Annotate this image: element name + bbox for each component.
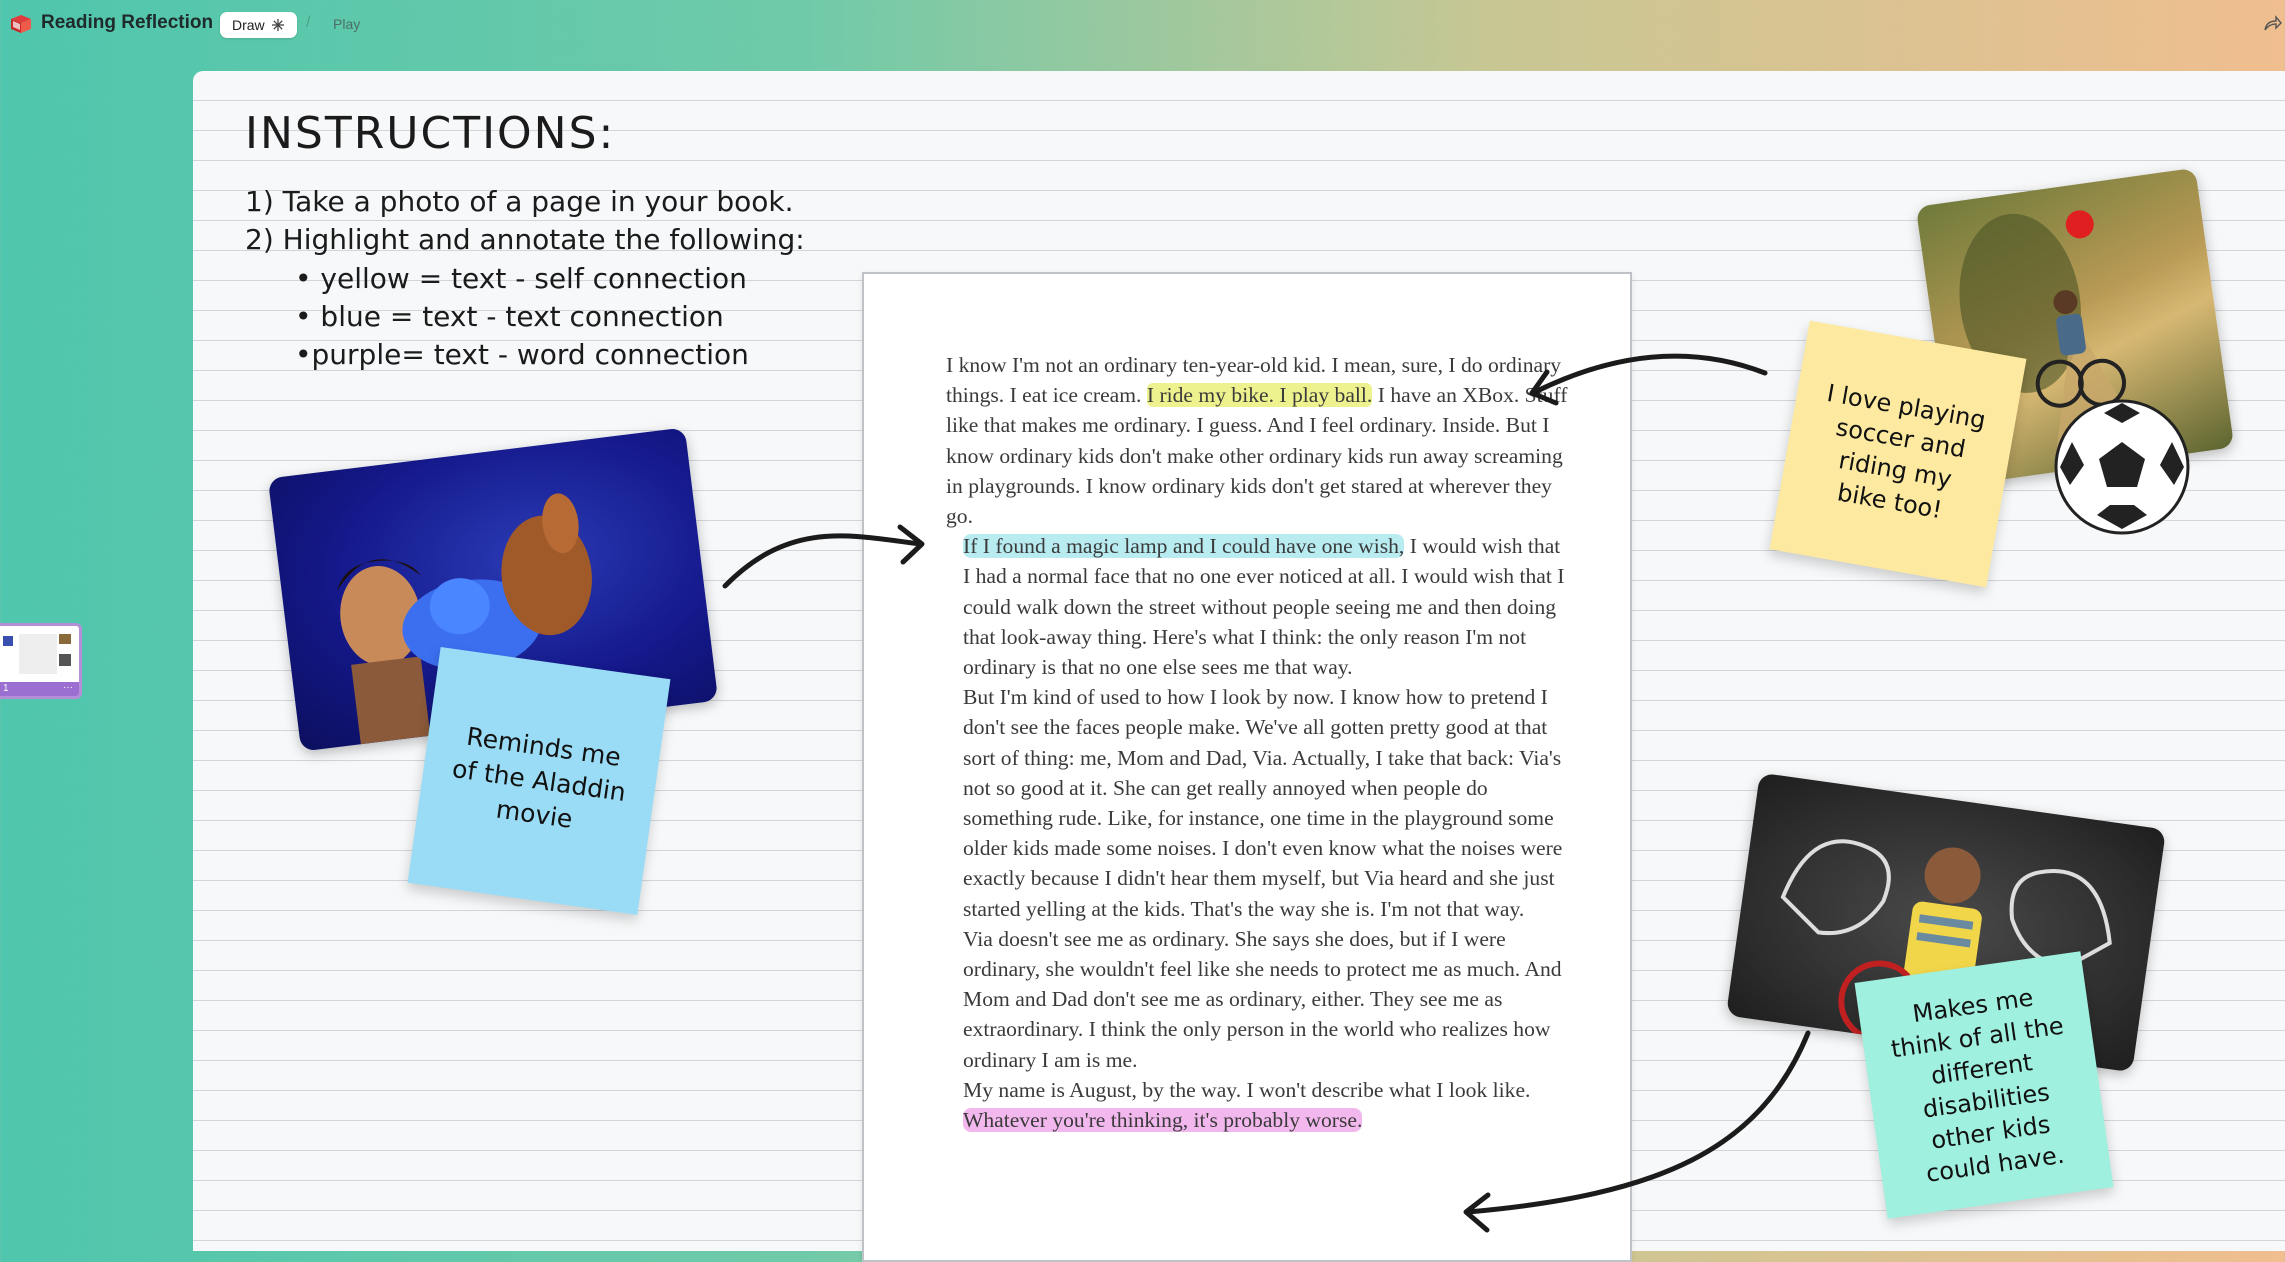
book-page-photo[interactable] <box>862 272 1632 1262</box>
purple-highlight[interactable]: Whatever you're thinking, it's probably worse. <box>963 1108 1363 1133</box>
instruction-purple: •purple= text - word connection <box>295 338 749 371</box>
instruction-blue: • blue = text - text connection <box>295 300 724 333</box>
soccer-ball-icon <box>2052 397 2192 537</box>
note-aladdin-text: Reminds me of the Aladdin movie <box>450 721 628 834</box>
thumbnail-footer <box>0 682 79 696</box>
draw-mode-label: Draw <box>232 17 265 33</box>
thumb-page <box>19 634 57 674</box>
paragraph-1: I know I'm not an ordinary ten-year-old kid. I mean, sure, I do ordinary things. I eat ice cream. I ride my bike. I play ball. I have an XBox. Stuff like that makes me ordinary. I guess. And I feel ordinary. Inside. But I know ordinary kids don't make other ordinary kids run away screaming in playgrounds. I know ordinary kids don't get stared at wherever they go. <box>946 353 1568 529</box>
instruction-step-1: 1) Take a photo of a page in your book. <box>245 185 794 218</box>
draw-mode-button[interactable] <box>220 12 297 38</box>
thumb-photo-2 <box>59 654 71 666</box>
instruction-yellow: • yellow = text - self connection <box>295 262 747 295</box>
paragraph-2: If I found a magic lamp and I could have one wish, I would wish that I had a normal face that no one ever noticed at all. I would wish that I could walk down the street without people seeing me and then doing that look-away thing. Here's what I think: the only reason I'm not ordinary is that no one else sees me that way. <box>963 534 1565 680</box>
sticky-note-aladdin[interactable] <box>408 647 671 915</box>
top-bar <box>0 0 2285 50</box>
blue-highlight[interactable]: If I found a magic lamp and I could have one wish, <box>963 534 1405 559</box>
note-soccer-text: I love playing soccer and riding my bike too! <box>1824 378 1988 525</box>
mode-separator: / <box>306 14 311 31</box>
book-page-text <box>946 350 1570 1135</box>
sticky-note-soccer[interactable] <box>1770 321 2027 588</box>
yellow-highlight[interactable]: I ride my bike. I play ball. <box>1146 383 1373 408</box>
paragraph-4: Via doesn't see me as ordinary. She says she does, but if I were ordinary, she wouldn't feel like she needs to protect me as much. And Mom and Dad don't see me as ordinary, either. They see me as extraordinary. I think the only person in the world who realizes how ordinary I am is me. <box>963 926 1562 1072</box>
page-thumbnail[interactable] <box>0 623 82 699</box>
note-disabilities-text: Makes me think of all the different disabilities other kids could have. <box>1889 983 2066 1188</box>
thumb-photo <box>59 634 71 644</box>
thumb-image <box>3 636 13 646</box>
play-mode-button[interactable]: Play <box>333 16 361 32</box>
instruction-step-2: 2) Highlight and annotate the following: <box>245 223 805 256</box>
sticky-note-disabilities[interactable] <box>1855 951 2114 1218</box>
share-icon[interactable] <box>2262 14 2282 34</box>
paragraph-5: My name is August, by the way. I won't describe what I look like. Whatever you're thinking, it's probably worse. <box>963 1077 1531 1133</box>
paragraph-3: But I'm kind of used to how I look by now. I know how to pretend I don't see the faces people make. We've all gotten pretty good at that sort of thing: me, Mom and Dad, Via. Actually, I take that back: Via's not so good at it. She can get really annoyed when people do something rude. Like, for instance, one time in the playground some older kids made some noises. I don't even know what the noises were exactly because I didn't hear them myself, but Via heard and she just started yelling at the kids. That's the way she is. I'm not that way. <box>963 685 1563 921</box>
thumbnail-more-icon[interactable]: ··· <box>63 682 73 693</box>
book-logo-icon <box>8 11 34 37</box>
app-title[interactable]: Reading Reflection <box>41 12 214 33</box>
instructions-title: INSTRUCTIONS: <box>245 108 616 159</box>
thumbnail-page-number: 1 <box>3 683 9 694</box>
sparkle-icon <box>271 18 285 32</box>
